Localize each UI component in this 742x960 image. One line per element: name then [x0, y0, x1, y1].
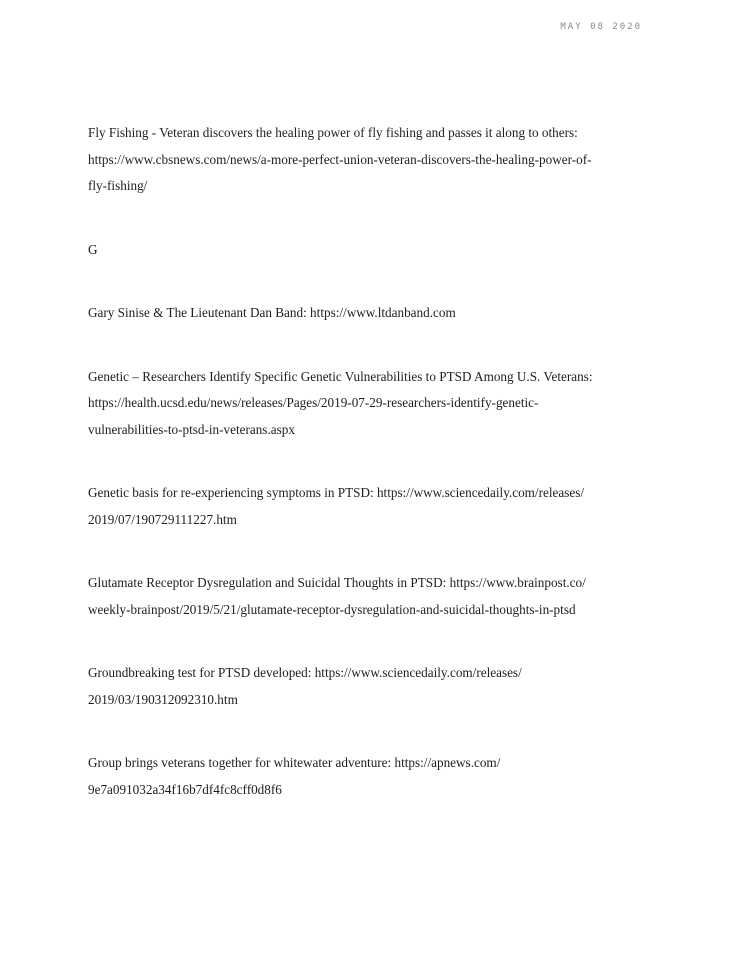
- reference-entry-gary-sinise: [88, 300, 648, 327]
- reference-list: [88, 120, 648, 803]
- entry-link-line[interactable]: 9e7a091032a34f16b7df4fc8cff0d8f6: [88, 781, 282, 797]
- reference-entry-glutamate-receptor: [88, 570, 648, 623]
- entry-link-line[interactable]: fly-fishing/: [88, 178, 148, 193]
- entry-link-line[interactable]: https://www.cbsnews.com/news/a-more-perfect-union-veteran-discovers-the-healing-power-of-: [88, 151, 592, 167]
- entry-link-line[interactable]: weekly-brainpost/2019/5/21/glutamate-receptor-dysregulation-and-suicidal-thoughts-in-ptsd: [88, 601, 576, 617]
- received-date-stamp: MAY 08 2020: [560, 22, 642, 32]
- entry-link-line[interactable]: https://health.ucsd.edu/news/releases/Pages/2019-07-29-researchers-identify-genetic-: [88, 395, 539, 410]
- entry-link-line[interactable]: 2019/07/190729111227.htm: [88, 511, 237, 527]
- entry-link-line[interactable]: 2019/03/190312092310.htm: [88, 691, 238, 707]
- entry-line[interactable]: Glutamate Receptor Dysregulation and Suicidal Thoughts in PTSD: https://www.brainpost.co/: [88, 575, 586, 590]
- reference-entry-whitewater-adventure: [88, 750, 648, 803]
- entry-line[interactable]: Genetic basis for re-experiencing symptoms in PTSD: https://www.sciencedaily.com/releases/: [88, 485, 584, 500]
- reference-entry-groundbreaking-test: [88, 660, 648, 713]
- reference-entry-fly-fishing: [88, 120, 648, 200]
- section-letter-heading: G: [88, 241, 98, 257]
- reference-entry-genetic-vulnerabilities: [88, 364, 648, 444]
- entry-line[interactable]: Group brings veterans together for whitewater adventure: https://apnews.com/: [88, 755, 501, 770]
- entry-line[interactable]: Groundbreaking test for PTSD developed: https://www.sciencedaily.com/releases/: [88, 665, 522, 680]
- entry-line: Genetic – Researchers Identify Specific Genetic Vulnerabilities to PTSD Among U.S. Veterans:: [88, 368, 593, 384]
- entry-line: Fly Fishing - Veteran discovers the healing power of fly fishing and passes it along to others:: [88, 125, 578, 140]
- entry-link-line[interactable]: vulnerabilities-to-ptsd-in-veterans.aspx: [88, 421, 295, 437]
- reference-entry-genetic-basis: [88, 480, 648, 533]
- entry-line[interactable]: Gary Sinise & The Lieutenant Dan Band: https://www.ltdanband.com: [88, 305, 456, 320]
